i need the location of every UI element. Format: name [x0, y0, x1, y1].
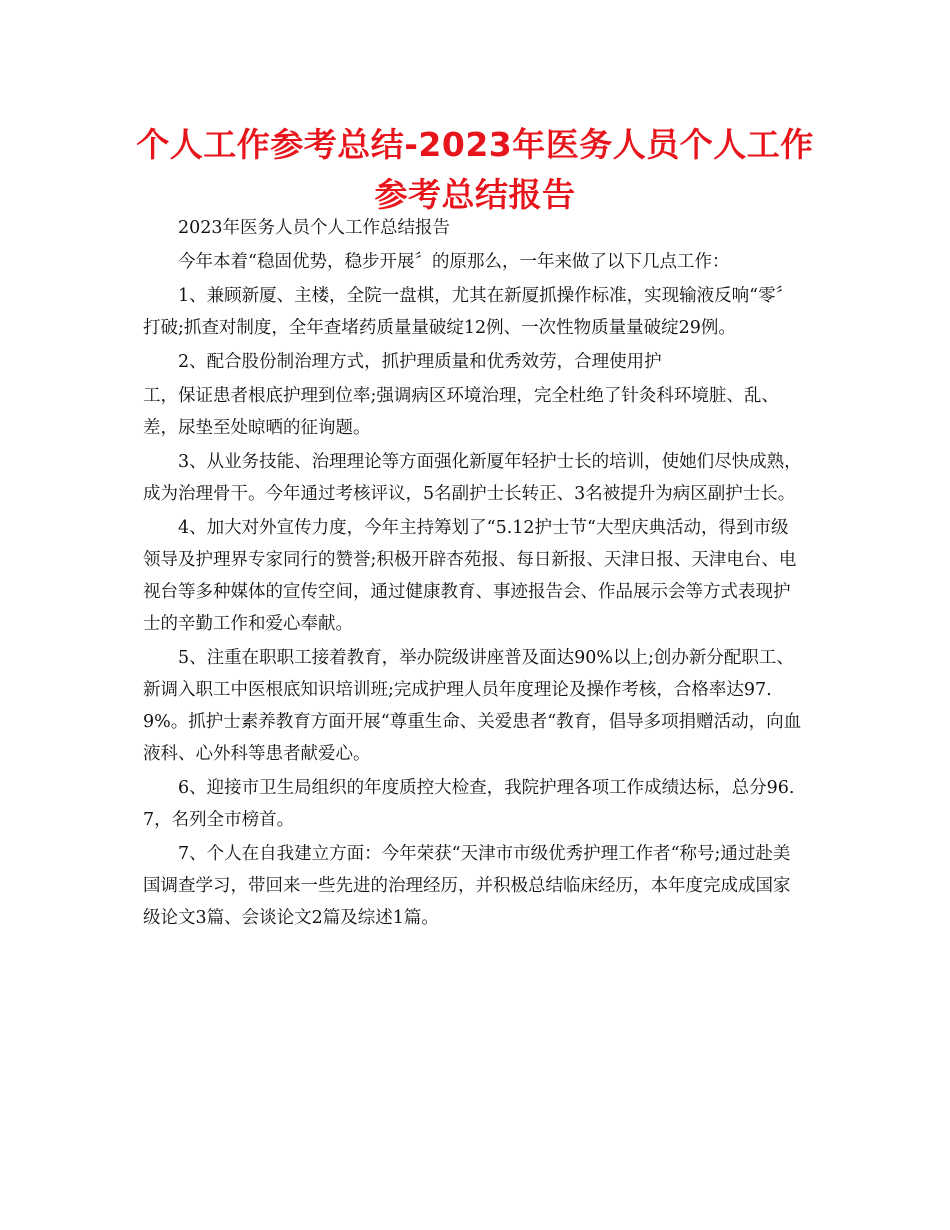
paragraph-item-3: 3、从业务技能、治理理论等方面强化新厦年轻护士长的培训，使她们尽快成熟，成为治理骨干。今年通过考核评议，5名副护士长转正、3名被提升为病区副护士长。 — [143, 452, 802, 504]
paragraph-item-2-continued: 工，保证患者根底护理到位率;强调病区环境治理，完全杜绝了针灸科环境脏、乱、差，尿垫至处晾晒的征询题。 — [143, 386, 779, 438]
paragraph-item-1: 1、兼顾新厦、主楼，全院一盘棋，尤其在新厦抓操作标准，实现输液反响“零〞打破;抓查对制度，全年查堵药质量量破绽12例、一次性物质量量破绽29例。 — [143, 286, 794, 338]
document-title: 个人工作参考总结-2023年医务人员个人工作参考总结报告 — [136, 125, 814, 214]
paragraph-item-5: 5、注重在职职工接着教育，举办院级讲座普及面达90%以上;创办新分配职工、新调入职工中医根底知识培训班;完成护理人员年度理论及操作考核，合格率达97.9%。抓护士素养教育方面开展“尊重生命、关爱患者“教育，倡导多项捐赠活动，向血液科、心外科等患者献爱心。 — [143, 648, 802, 764]
paragraph-item-6: 6、迎接市卫生局组织的年度质控大检查，我院护理各项工作成绩达标，总分96.7，名列全市榜首。 — [143, 778, 795, 830]
paragraph-subtitle: 2023年医务人员个人工作总结报告 — [178, 218, 451, 238]
paragraph-item-2: 2、配合股份制治理方式，抓护理质量和优秀效劳，合理使用护 — [178, 352, 662, 372]
paragraph-item-4: 4、加大对外宣传力度，今年主持筹划了“5.12护士节“大型庆典活动，得到市级领导及护理界专家同行的赞誉;积极开辟杏苑报、每日新报、天津日报、天津电台、电视台等多种媒体的宣传空间，通过健康教育、事迹报告会、作品展示会等方式表现护士的辛勤工作和爱心奉献。 — [143, 518, 797, 634]
paragraph-intro: 今年本着“稳固优势，稳步开展〞的原那么，一年来做了以下几点工作： — [178, 252, 730, 272]
paragraph-item-7: 7、个人在自我建立方面：今年荣获“天津市市级优秀护理工作者“称号;通过赴美国调查学习，带回来一些先进的治理经历，并积极总结临床经历，本年度完成成国家级论文3篇、会谈论文2篇及综述1篇。 — [143, 844, 791, 928]
document-body — [143, 212, 805, 936]
